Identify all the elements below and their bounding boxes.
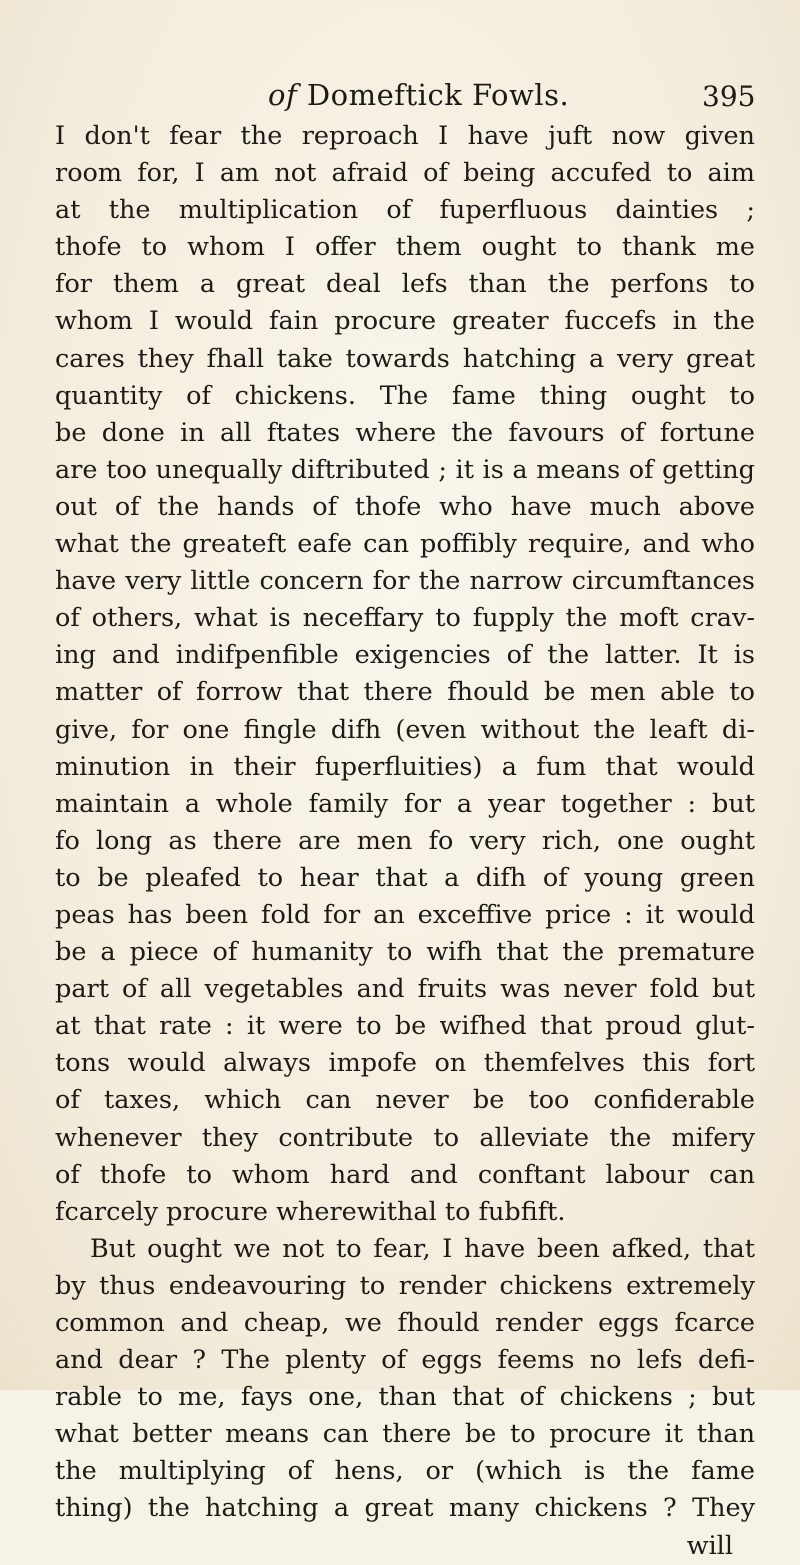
text-line: ing and indifpenfible exigencies of the latter. It is [55,640,755,671]
text-line: at that rate : it were to be wifhed that proud glut- [55,1011,755,1042]
text-line-paragraph-end: fcarcely procure wherewithal to fubfift. [55,1196,566,1227]
text-line: rable to me, fays one, than that of chickens ; but [55,1382,755,1413]
text-line: I don't fear the reproach I have juft now given [55,121,755,151]
body-text [55,118,755,1565]
text-line: tons would always impofe on themfelves this fort [55,1048,755,1079]
page-header [0,78,800,118]
text-line: the multiplying of hens, or (which is the fame [55,1456,755,1487]
text-line: of others, what is neceffary to fupply the moft crav- [55,603,755,634]
text-line: out of the hands of thofe who have much above [55,491,755,522]
text-line: to be pleafed to hear that a difh of young green [55,862,755,893]
text-line: matter of forrow that there fhould be men able to [55,677,755,708]
running-head [268,78,569,112]
text-line: at the multiplication of fuperfluous dainties ; [55,195,755,226]
text-line: cares they fhall take towards hatching a very great [55,343,755,374]
text-line: give, for one fingle difh (even without the leaft di- [55,714,755,745]
text-line: thofe to whom I offer them ought to thank me [55,232,755,263]
catchword: will [686,1530,733,1561]
text-line: what the greateft eafe can poffibly require, and who [55,529,755,560]
text-line: are too unequally diftributed ; it is a means of getting [55,454,755,485]
running-head-title: Domeftick Fowls. [297,78,570,112]
text-line: fo long as there are men fo very rich, one ought [55,825,755,856]
text-line: have very little concern for the narrow circumftances [55,566,755,597]
text-line: and dear ? The plenty of eggs feems no lefs defi- [55,1345,755,1376]
text-line: part of all vegetables and fruits was never fold but [55,974,755,1005]
text-line: common and cheap, we fhould render eggs fcarce [55,1308,755,1338]
text-line: be a piece of humanity to wifh that the premature [55,937,755,968]
text-line: room for, I am not afraid of being accufed to aim [55,158,755,189]
text-line: by thus endeavouring to render chickens extremely [55,1270,755,1301]
text-line: be done in all ftates where the favours of fortune [55,417,755,448]
text-line: peas has been fold for an exceffive price : it would [55,899,755,930]
text-line: whenever they contribute to alleviate the mifery [55,1122,755,1153]
text-line-paragraph-start: But ought we not to fear, I have been afked, that [90,1233,755,1264]
running-head-of: of [268,78,298,112]
text-line: quantity of chickens. The fame thing ought to [55,380,755,411]
text-line: what better means can there be to procure it than [55,1419,755,1450]
text-line: maintain a whole family for a year together : but [55,788,755,819]
text-line: minution in their fuperfluities) a fum that would [55,751,755,782]
page-number: 395 [702,80,756,113]
text-line: of thofe to whom hard and conftant labour can [55,1159,755,1190]
text-line: of taxes, which can never be too confiderable [55,1085,755,1116]
text-line: for them a great deal lefs than the perfons to [55,269,755,300]
text-line: whom I would fain procure greater fuccefs in the [55,306,755,337]
text-line: thing) the hatching a great many chickens ? They [55,1493,755,1524]
